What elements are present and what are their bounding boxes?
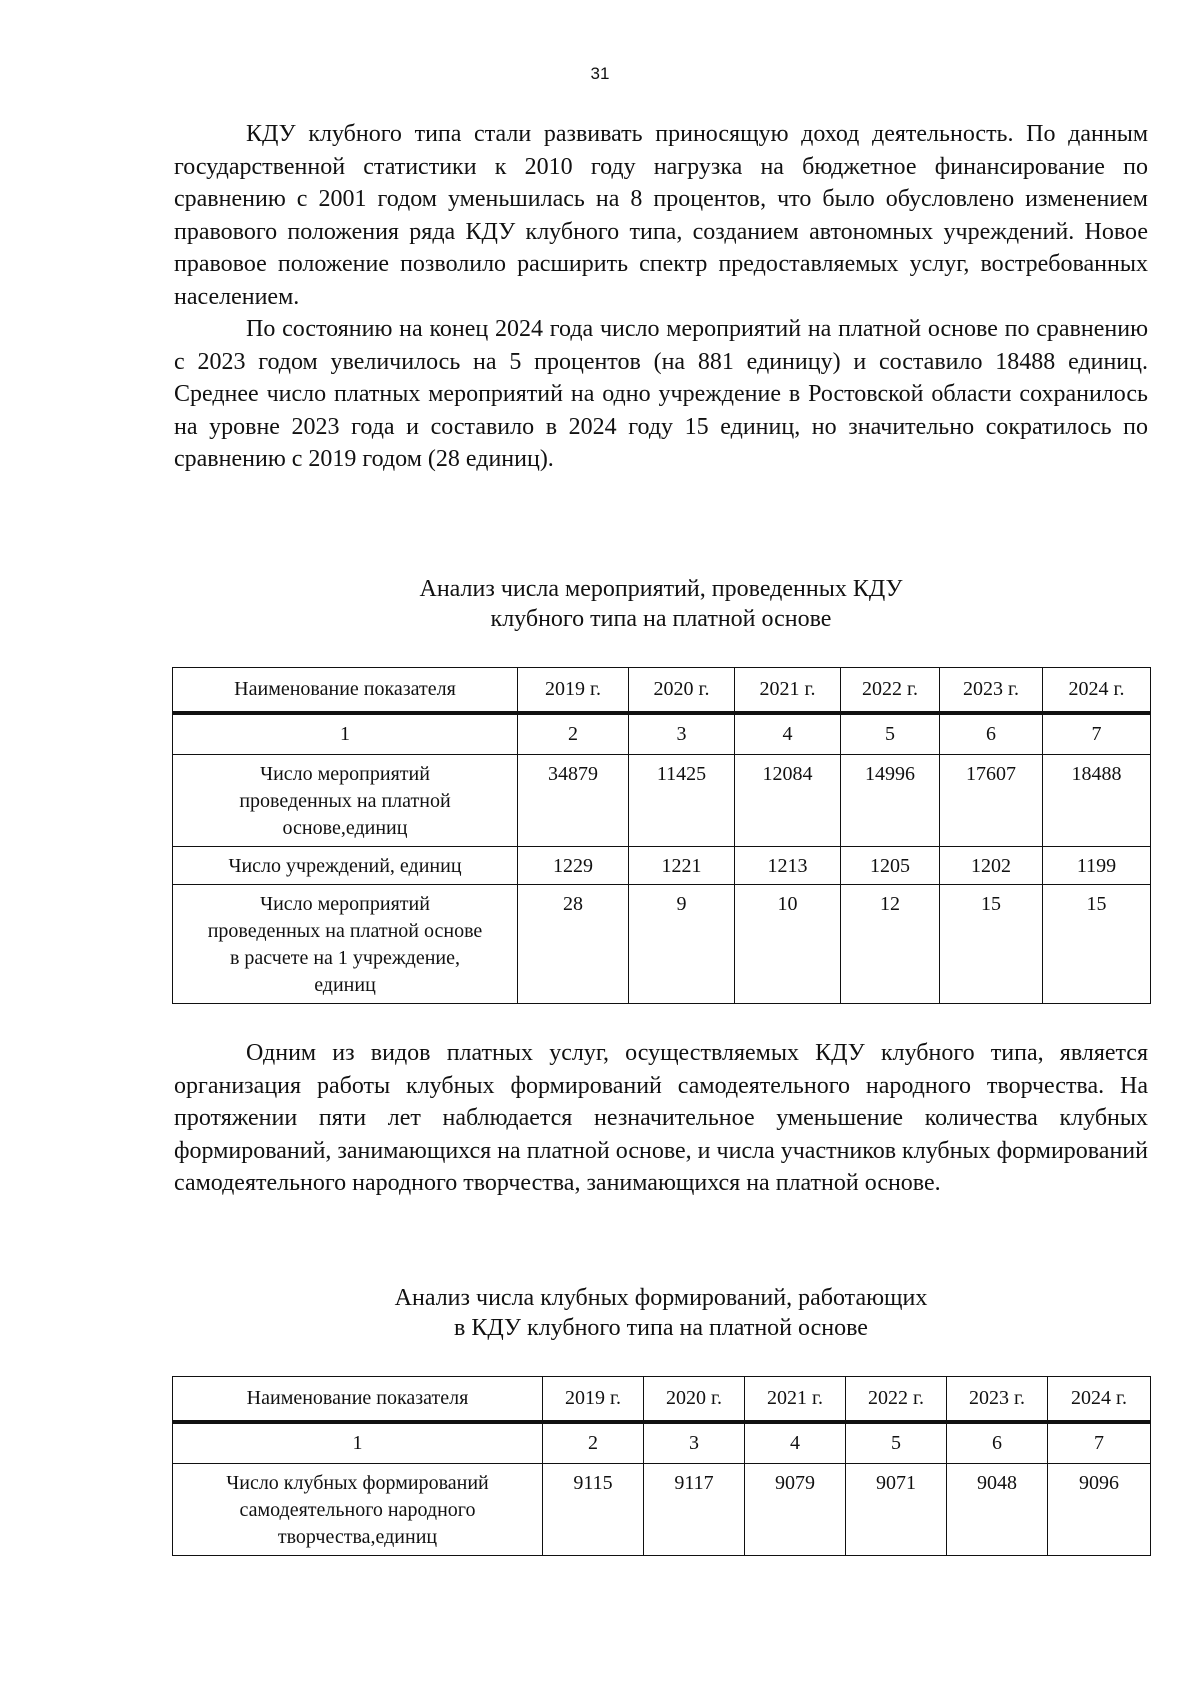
table-cell: 1199 bbox=[1043, 847, 1151, 885]
table2-header-cell: 2024 г. bbox=[1048, 1377, 1151, 1423]
table1-number-cell: 7 bbox=[1043, 713, 1151, 755]
table-cell: 1221 bbox=[629, 847, 735, 885]
table1-header-cell: 2024 г. bbox=[1043, 668, 1151, 714]
table1-number-cell: 2 bbox=[518, 713, 629, 755]
table2-header-cell: 2021 г. bbox=[745, 1377, 846, 1423]
table1-number-cell: 4 bbox=[735, 713, 841, 755]
table1-number-cell: 5 bbox=[841, 713, 940, 755]
table-cell: 1229 bbox=[518, 847, 629, 885]
table2-header-cell: 2023 г. bbox=[947, 1377, 1048, 1423]
table2 bbox=[172, 1376, 1151, 1556]
table1-header-row bbox=[173, 668, 1151, 714]
table2-number-cell: 2 bbox=[543, 1422, 644, 1464]
table2-title-line2: в КДУ клубного типа на платной основе bbox=[454, 1315, 868, 1341]
table1-header-cell: 2021 г. bbox=[735, 668, 841, 714]
table-row bbox=[173, 885, 1151, 1004]
table-cell: 18488 bbox=[1043, 755, 1151, 847]
table-row bbox=[173, 847, 1151, 885]
table-cell: 9117 bbox=[644, 1464, 745, 1556]
row-label: Число мероприятий проведенных на платной основе,единиц bbox=[173, 755, 518, 847]
table-cell: 9071 bbox=[846, 1464, 947, 1556]
table-cell: 9079 bbox=[745, 1464, 846, 1556]
table-cell: 17607 bbox=[940, 755, 1043, 847]
table-cell: 14996 bbox=[841, 755, 940, 847]
table1-number-cell: 1 bbox=[173, 713, 518, 755]
table-row bbox=[173, 1464, 1151, 1556]
table-cell: 12084 bbox=[735, 755, 841, 847]
table-cell: 9115 bbox=[543, 1464, 644, 1556]
table2-title bbox=[174, 1283, 1148, 1343]
table2-number-cell: 4 bbox=[745, 1422, 846, 1464]
table1-title-line2: клубного типа на платной основе bbox=[490, 606, 832, 632]
table-cell: 9 bbox=[629, 885, 735, 1004]
table1-number-cell: 6 bbox=[940, 713, 1043, 755]
table1-header-cell: 2019 г. bbox=[518, 668, 629, 714]
table-cell: 11425 bbox=[629, 755, 735, 847]
table-cell: 34879 bbox=[518, 755, 629, 847]
table2-title-line1: Анализ числа клубных формирований, работающих bbox=[394, 1285, 928, 1311]
table2-header-row bbox=[173, 1377, 1151, 1423]
table1-title-line1: Анализ числа мероприятий, проведенных КДУ bbox=[419, 576, 903, 602]
table-cell: 1205 bbox=[841, 847, 940, 885]
table1-header-cell: 2022 г. bbox=[841, 668, 940, 714]
table2-number-cell: 6 bbox=[947, 1422, 1048, 1464]
table2-header-cell: 2019 г. bbox=[543, 1377, 644, 1423]
middle-text bbox=[174, 1037, 1148, 1200]
table-cell: 12 bbox=[841, 885, 940, 1004]
table-cell: 28 bbox=[518, 885, 629, 1004]
row-label: Число клубных формирований самодеятельного народного творчества,единиц bbox=[173, 1464, 543, 1556]
table-cell: 9048 bbox=[947, 1464, 1048, 1556]
table-row bbox=[173, 755, 1151, 847]
paragraph-2: По состоянию на конец 2024 года число мероприятий на платной основе по сравнению с 2023 годом увеличилось на 5 процентов (на 881 единицу) и составило 18488 единиц. Среднее число платных мероприятий на одно учреждение в Ростовской области сохранилось на уровне 2023 года и составило в 2024 году 15 единиц, но значительно сократилось по сравнению с 2019 годом (28 единиц). bbox=[174, 316, 1148, 472]
table1-header-cell: Наименование показателя bbox=[173, 668, 518, 714]
paragraph-1: КДУ клубного типа стали развивать приносящую доход деятельность. По данным государственной статистики к 2010 году нагрузка на бюджетное финансирование по сравнению с 2001 годом уменьшилась на 8 процентов, что было обусловлено изменением правового положения ряда КДУ клубного типа, созданием автономных учреждений. Новое правовое положение позволило расширить спектр предоставляемых услуг, востребованных населением. bbox=[174, 121, 1148, 310]
table2-number-cell: 3 bbox=[644, 1422, 745, 1464]
row-label: Число учреждений, единиц bbox=[173, 847, 518, 885]
table-cell: 1213 bbox=[735, 847, 841, 885]
table1-header-cell: 2023 г. bbox=[940, 668, 1043, 714]
table-cell: 15 bbox=[940, 885, 1043, 1004]
table1-number-row bbox=[173, 713, 1151, 755]
table2-number-cell: 5 bbox=[846, 1422, 947, 1464]
table2-header-cell: 2022 г. bbox=[846, 1377, 947, 1423]
table2-number-row bbox=[173, 1422, 1151, 1464]
table1-header-cell: 2020 г. bbox=[629, 668, 735, 714]
table2-header-cell: 2020 г. bbox=[644, 1377, 745, 1423]
table1-number-cell: 3 bbox=[629, 713, 735, 755]
table2-number-cell: 1 bbox=[173, 1422, 543, 1464]
table2-number-cell: 7 bbox=[1048, 1422, 1151, 1464]
table-cell: 1202 bbox=[940, 847, 1043, 885]
table1-title bbox=[174, 574, 1148, 634]
table-cell: 9096 bbox=[1048, 1464, 1151, 1556]
table-cell: 10 bbox=[735, 885, 841, 1004]
row-label: Число мероприятий проведенных на платной основе в расчете на 1 учреждение, единиц bbox=[173, 885, 518, 1004]
page-number: 31 bbox=[590, 64, 610, 83]
table-cell: 15 bbox=[1043, 885, 1151, 1004]
table1 bbox=[172, 667, 1151, 1004]
intro-text bbox=[174, 118, 1148, 476]
paragraph-3: Одним из видов платных услуг, осуществляемых КДУ клубного типа, является организация работы клубных формирований самодеятельного народного творчества. На протяжении пяти лет наблюдается незначительное уменьшение количества клубных формирований, занимающихся на платной основе, и числа участников клубных формирований самодеятельного народного творчества, занимающихся на платной основе. bbox=[174, 1040, 1148, 1196]
table2-header-cell: Наименование показателя bbox=[173, 1377, 543, 1423]
